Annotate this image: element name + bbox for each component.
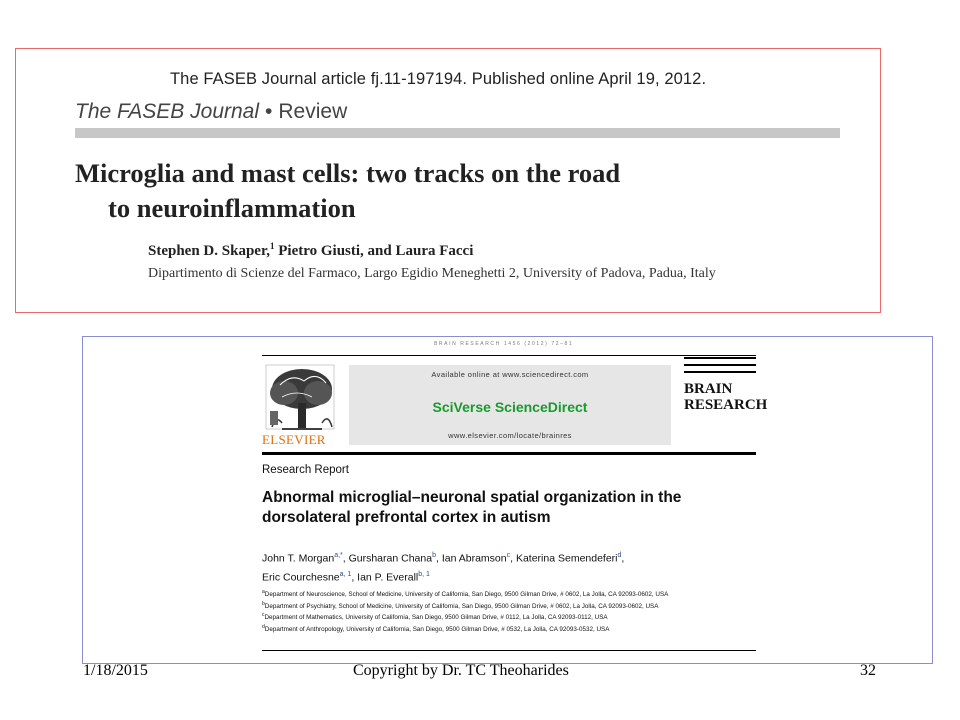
- affiliation-text: Department of Neuroscience, School of Medicine, University of California, San Diego, 9500 Gilman Drive, # 0602, La Jolla, CA 92093-0602, USA: [264, 591, 669, 599]
- bullet-separator: •: [265, 100, 273, 123]
- author-superscript: c: [506, 552, 511, 559]
- author-superscript: a,*: [334, 552, 343, 559]
- faseb-authors: [148, 241, 473, 260]
- faseb-publication-line: The FASEB Journal article fj.11-197194. Published online April 19, 2012.: [170, 70, 707, 88]
- affiliation-superscript: a: [262, 589, 265, 595]
- author-name: Stephen D. Skaper,: [148, 243, 270, 259]
- article-section: Review: [278, 100, 348, 123]
- author-separator: ,: [621, 552, 625, 565]
- faseb-journal-header: [75, 100, 347, 124]
- journal-url: www.elsevier.com/locate/brainres: [448, 431, 572, 440]
- author-name: Ian Abramson: [441, 552, 507, 565]
- sciencedirect-wordmark: SciVerse ScienceDirect: [432, 399, 588, 415]
- brand-line-2: RESEARCH: [684, 397, 768, 413]
- author-name: Ian P. Everall: [357, 571, 419, 583]
- affiliation-text: Department of Psychiatry, School of Medicine, University of California, San Diego, 9500 Gilman Drive, # 0602, La Jolla, CA 92093-0602, USA: [264, 602, 659, 610]
- author-separator: ,: [510, 552, 516, 565]
- author-superscript: a, 1: [339, 570, 352, 578]
- author-name: Katerina Semendeferi: [515, 552, 618, 565]
- author-name: Eric Courchesne: [262, 571, 340, 583]
- available-online-text: Available online at www.sciencedirect.com: [431, 370, 589, 379]
- author-separator: ,: [351, 571, 358, 583]
- brain-research-article-title: Abnormal microglial–neuronal spatial organization in the dorsolateral prefrontal cortex in autism: [262, 489, 682, 526]
- top-rule: [262, 355, 756, 356]
- sciencedirect-banner: [349, 365, 671, 445]
- bottom-rule: [262, 650, 756, 651]
- header-rule: [75, 128, 840, 138]
- running-head: BRAIN RESEARCH 1456 (2012) 72–81: [434, 341, 574, 347]
- author-superscript: b: [432, 552, 436, 559]
- affiliation-superscript: b: [262, 600, 265, 607]
- elsevier-wordmark: ELSEVIER: [262, 432, 326, 447]
- article-type: Research Report: [262, 464, 349, 476]
- author-superscript: d: [617, 552, 622, 559]
- brain-research-authors: [262, 548, 742, 585]
- faseb-article-title: [75, 156, 795, 226]
- affiliation-item: [262, 588, 757, 600]
- author-name: Pietro Giusti, and Laura Facci: [274, 243, 474, 259]
- slide-copyright: Copyright by Dr. TC Theoharides: [353, 662, 569, 679]
- author-separator: ,: [342, 552, 349, 565]
- journal-name: The FASEB Journal: [75, 100, 260, 123]
- affiliation-text: Department of Anthropology, University of California, San Diego, 9500 Gilman Drive, # 0532, La Jolla, CA 92093-0532, USA: [264, 626, 610, 634]
- author-superscript: 1: [269, 241, 275, 251]
- affiliation-item: [262, 623, 757, 635]
- header-thick-rule: [262, 452, 756, 455]
- author-name: John T. Morgan: [262, 552, 335, 565]
- affiliation-item: [262, 600, 757, 612]
- brain-research-affiliations: [262, 588, 757, 635]
- brand-decorative-lines: [684, 357, 756, 378]
- slide-date: 1/18/2015: [83, 662, 148, 679]
- brand-line-1: BRAIN: [684, 381, 733, 397]
- author-separator: ,: [435, 552, 442, 565]
- author-name: Gursharan Chana: [348, 552, 433, 565]
- affiliation-item: [262, 611, 757, 623]
- affiliation-superscript: c: [262, 612, 265, 619]
- title-line-2: to neuroinflammation: [108, 193, 356, 223]
- affiliation-superscript: d: [262, 624, 265, 631]
- faseb-affiliation: Dipartimento di Scienze del Farmaco, Largo Egidio Meneghetti 2, University of Padova, Padua, Italy: [148, 266, 716, 281]
- slide-page-number: 32: [860, 662, 876, 679]
- title-line-1: Microglia and mast cells: two tracks on the road: [75, 158, 621, 188]
- brain-research-wordmark: [684, 381, 767, 413]
- author-superscript: b, 1: [418, 570, 430, 578]
- affiliation-text: Department of Mathematics, University of California, San Diego, 9500 Gilman Drive, # 0112, La Jolla, CA 92093-0112, USA: [264, 614, 608, 622]
